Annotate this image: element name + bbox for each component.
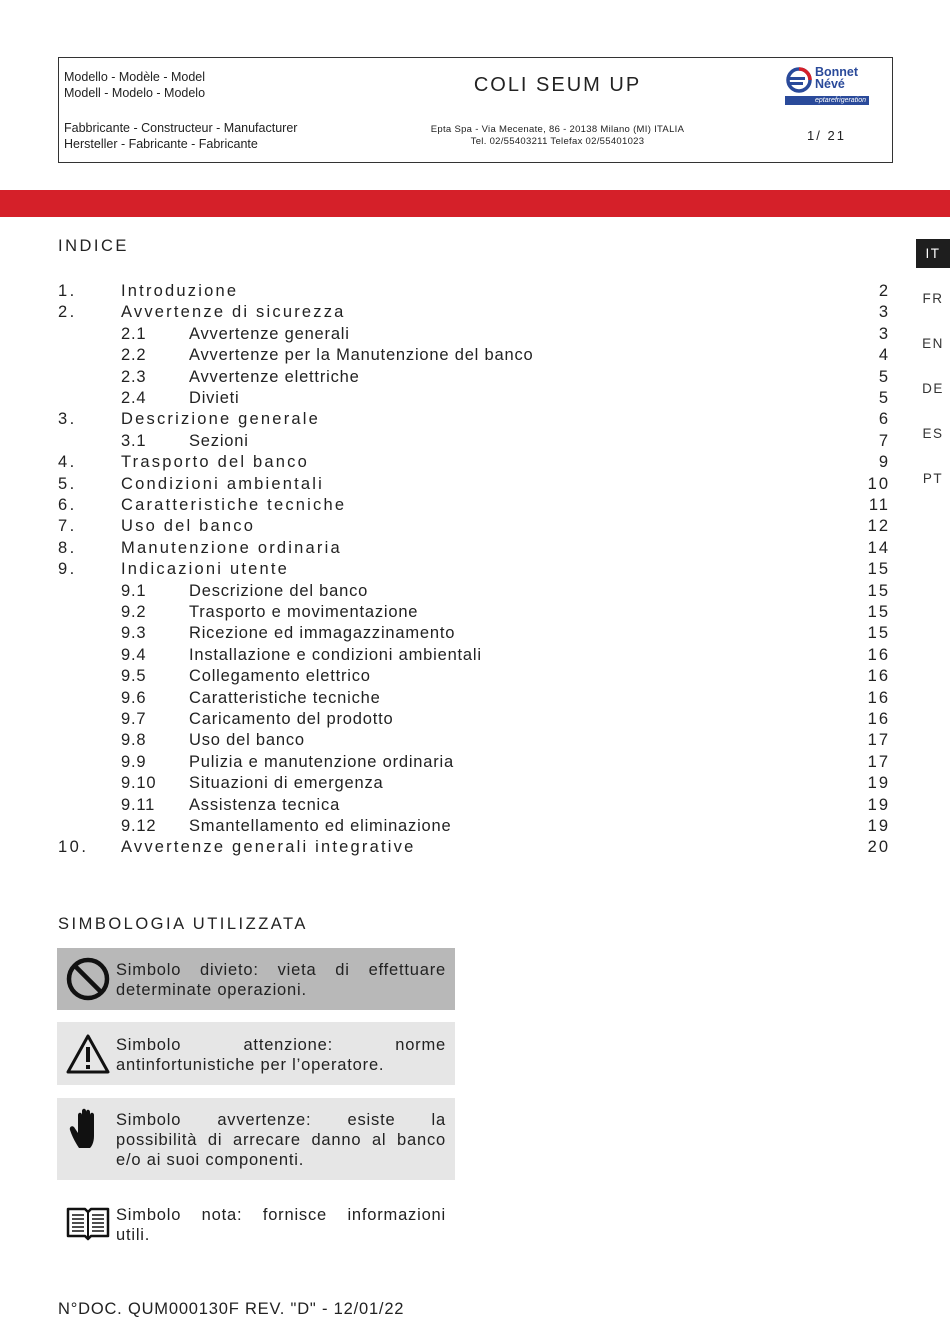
logo-text-bonnet: Bonnet [815, 65, 859, 79]
language-tab-en[interactable]: EN [922, 336, 944, 351]
toc-entry-title: Manutenzione ordinaria [121, 538, 342, 557]
symbol-box-warning [57, 1022, 455, 1085]
toc-entry[interactable] [58, 410, 890, 431]
toc-entry[interactable] [58, 646, 890, 667]
prohibition-icon [65, 956, 111, 1002]
symbol-text-line: determinate operazioni. [116, 981, 307, 999]
symbol-text-line: utili. [116, 1226, 151, 1244]
model-label-cell [59, 58, 354, 111]
symbol-text-line: possibilità di arrecare danno al banco [116, 1131, 446, 1149]
toc-entry-page: 3 [878, 324, 890, 343]
toc-entry-title: Indicazioni utente [121, 560, 290, 579]
symbol-text-note [116, 1205, 446, 1245]
toc-entry-number: 4. [58, 453, 77, 472]
toc-entry[interactable] [58, 325, 890, 346]
language-tab-it[interactable]: IT [916, 239, 950, 268]
toc-entry-number: 8. [58, 538, 77, 557]
book-icon [65, 1199, 111, 1245]
toc-entry-title: Trasporto e movimentazione [189, 603, 419, 621]
toc-entry[interactable] [58, 624, 890, 645]
toc-entry-page: 10 [867, 474, 890, 493]
symbol-text-line: e/o ai suoi componenti. [116, 1151, 305, 1169]
toc-entry-number: 9.8 [121, 731, 147, 750]
hand-stop-icon [65, 1106, 111, 1152]
toc-entry[interactable] [58, 731, 890, 752]
address-cell [354, 111, 761, 162]
toc-entry-title: Condizioni ambientali [121, 474, 325, 493]
toc-entry-title: Collegamento elettrico [189, 667, 371, 686]
document-number-footer: N°DOC. QUM000130F REV. "D" - 12/01/22 [58, 1300, 405, 1318]
toc-entry[interactable] [58, 389, 890, 410]
toc-entry-number: 9.3 [121, 624, 147, 643]
toc-entry-title: Avvertenze generali integrative [121, 838, 416, 857]
toc-entry-title: Assistenza tecnica [189, 795, 341, 814]
toc-entry-number: 10. [58, 838, 89, 857]
page-number-cell [761, 111, 892, 162]
toc-entry[interactable] [58, 753, 890, 774]
logo-tagline: eptarefrigeration [785, 96, 869, 105]
toc-entry-number: 9. [58, 560, 77, 579]
red-band [0, 190, 950, 217]
warning-icon [65, 1031, 111, 1077]
toc-entry[interactable] [58, 560, 890, 581]
bonnet-neve-logo [785, 64, 869, 104]
toc-entry-page: 7 [878, 431, 890, 450]
symbol-text-prohibition [116, 960, 446, 1000]
toc-entry-page: 17 [867, 731, 890, 750]
toc-entry-number: 9.11 [121, 795, 156, 814]
toc-entry-page: 15 [867, 581, 890, 600]
toc-entry-title: Caricamento del prodotto [189, 710, 394, 728]
toc-entry-number: 2.4 [121, 389, 147, 407]
symbol-text-line: antinfortunistiche per l’operatore. [116, 1056, 385, 1074]
symbol-box-hand-stop [57, 1098, 455, 1180]
toc-entry-page: 19 [867, 774, 890, 793]
toc-entry-title: Uso del banco [121, 517, 256, 536]
toc-entry-page: 16 [867, 688, 890, 707]
toc-entry-number: 9.7 [121, 710, 147, 728]
document-header [58, 57, 893, 163]
toc-entry-number: 9.1 [121, 581, 147, 600]
toc-entry-title: Trasporto del banco [121, 453, 309, 472]
toc-entry-page: 4 [878, 346, 890, 365]
toc-entry-page: 5 [878, 389, 890, 407]
page-number: 1/ 21 [807, 128, 846, 143]
toc-entry-title: Avvertenze di sicurezza [121, 303, 346, 322]
toc-entry-page: 6 [878, 410, 890, 429]
toc-entry-title: Avvertenze elettriche [189, 367, 360, 386]
toc-entry-page: 16 [867, 667, 890, 686]
symbol-box-prohibition [57, 948, 455, 1010]
toc-entry-number: 5. [58, 474, 77, 493]
toc-entry-title: Installazione e condizioni ambientali [189, 645, 482, 664]
symbol-text-hand-stop [116, 1110, 446, 1170]
logo-mark-icon [785, 66, 813, 94]
symbols-title: SIMBOLOGIA UTILIZZATA [58, 915, 308, 933]
toc-entry-page: 2 [878, 282, 890, 300]
index-title: INDICE [58, 237, 129, 255]
toc-entry-title: Descrizione generale [121, 410, 321, 429]
toc-entry-number: 3. [58, 410, 77, 429]
toc-entry-page: 19 [867, 817, 890, 835]
toc-entry-title: Avvertenze generali [189, 324, 350, 343]
toc-entry[interactable] [58, 432, 890, 453]
toc-entry[interactable] [58, 838, 890, 859]
toc-entry[interactable] [58, 774, 890, 795]
toc-entry-title: Pulizia e manutenzione ordinaria [189, 752, 454, 771]
toc-entry-page: 17 [867, 752, 890, 771]
toc-entry-page: 14 [867, 538, 890, 557]
toc-entry-page: 15 [867, 603, 890, 621]
toc-entry-title: Caratteristiche tecniche [121, 496, 347, 514]
toc-entry-page: 16 [867, 645, 890, 664]
toc-entry-number: 2.3 [121, 367, 147, 386]
manufacturer-label-cell [59, 111, 354, 162]
toc-entry[interactable] [58, 603, 890, 624]
toc-entry-page: 20 [867, 838, 890, 857]
toc-entry[interactable] [58, 796, 890, 817]
toc-entry-number: 9.2 [121, 603, 147, 621]
symbol-box-note [57, 1195, 455, 1255]
address-line-2: Tel. 02/55403211 Telefax 02/55401023 [470, 136, 645, 147]
toc-entry-page: 19 [867, 795, 890, 814]
language-tab-de[interactable]: DE [922, 381, 944, 396]
logo-text-neve: Névé [815, 77, 845, 91]
logo-cell [761, 58, 892, 111]
toc-entry[interactable] [58, 582, 890, 603]
toc-entry-title: Sezioni [189, 431, 249, 450]
toc-entry[interactable] [58, 710, 890, 731]
toc-entry-number: 9.4 [121, 645, 147, 664]
language-tab-pt[interactable]: PT [922, 471, 944, 486]
toc-entry-title: Uso del banco [189, 731, 305, 750]
toc-entry-number: 9.12 [121, 817, 157, 835]
toc-entry[interactable] [58, 496, 890, 517]
toc-entry-title: Smantellamento ed eliminazione [189, 817, 452, 835]
toc-entry-title: Introduzione [121, 282, 239, 300]
toc-entry-number: 9.9 [121, 752, 147, 771]
symbol-text-line: Simbolo attenzione: norme [116, 1036, 446, 1054]
toc-entry[interactable] [58, 539, 890, 560]
toc-entry-page: 5 [878, 367, 890, 386]
toc-entry-number: 2.1 [121, 324, 147, 343]
manufacturer-label-line-1: Fabbricante - Constructeur - Manufacturer [64, 121, 298, 135]
toc-entry[interactable] [58, 282, 890, 303]
toc-entry-title: Ricezione ed immagazzinamento [189, 624, 456, 643]
toc-entry-number: 6. [58, 496, 77, 514]
toc-entry[interactable] [58, 667, 890, 688]
toc-entry[interactable] [58, 689, 890, 710]
toc-entry[interactable] [58, 368, 890, 389]
toc-entry-page: 12 [867, 517, 890, 536]
toc-entry-number: 9.10 [121, 774, 157, 793]
model-label-line-2: Modell - Modelo - Modelo [64, 86, 206, 100]
language-tab-es[interactable]: ES [922, 426, 944, 441]
manufacturer-label-line-2: Hersteller - Fabricante - Fabricante [64, 137, 258, 151]
symbol-text-line: Simbolo avvertenze: esiste la [116, 1111, 446, 1129]
toc-entry-page: 3 [878, 303, 890, 322]
toc-entry-title: Caratteristiche tecniche [189, 688, 381, 707]
toc-entry-number: 3.1 [121, 431, 147, 450]
address-line-1: Epta Spa - Via Mecenate, 86 - 20138 Milano (MI) ITALIA [430, 124, 685, 135]
toc-entry-page: 9 [878, 453, 890, 472]
symbol-text-warning [116, 1035, 446, 1075]
toc-entry-page: 16 [867, 710, 890, 728]
toc-entry[interactable] [58, 346, 890, 367]
toc-entry[interactable] [58, 817, 890, 838]
model-name: COLI SEUM UP [473, 74, 642, 96]
toc-entry[interactable] [58, 475, 890, 496]
toc-entry[interactable] [58, 453, 890, 474]
toc-entry[interactable] [58, 303, 890, 324]
toc-entry-number: 9.5 [121, 667, 147, 686]
toc-entry-title: Divieti [189, 389, 240, 407]
toc-entry-number: 2.2 [121, 346, 147, 365]
model-label-line-1: Modello - Modèle - Model [64, 70, 206, 84]
toc-entry-title: Situazioni di emergenza [189, 774, 384, 793]
toc-entry-title: Descrizione del banco [189, 581, 369, 600]
toc-entry-page: 15 [867, 624, 890, 643]
symbol-text-line: Simbolo nota: fornisce informazioni [116, 1206, 446, 1224]
toc-entry-page: 15 [867, 560, 890, 579]
toc-entry-page: 11 [868, 496, 890, 514]
language-tab-fr[interactable]: FR [922, 291, 944, 306]
toc-entry-number: 7. [58, 517, 77, 536]
symbol-text-line: Simbolo divieto: vieta di effettuare [116, 961, 446, 979]
toc-entry-title: Avvertenze per la Manutenzione del banco [189, 346, 534, 365]
toc-entry[interactable] [58, 517, 890, 538]
toc-entry-number: 2. [58, 303, 77, 322]
model-name-cell [354, 58, 761, 111]
toc-entry-number: 9.6 [121, 688, 147, 707]
toc-entry-number: 1. [58, 282, 77, 300]
